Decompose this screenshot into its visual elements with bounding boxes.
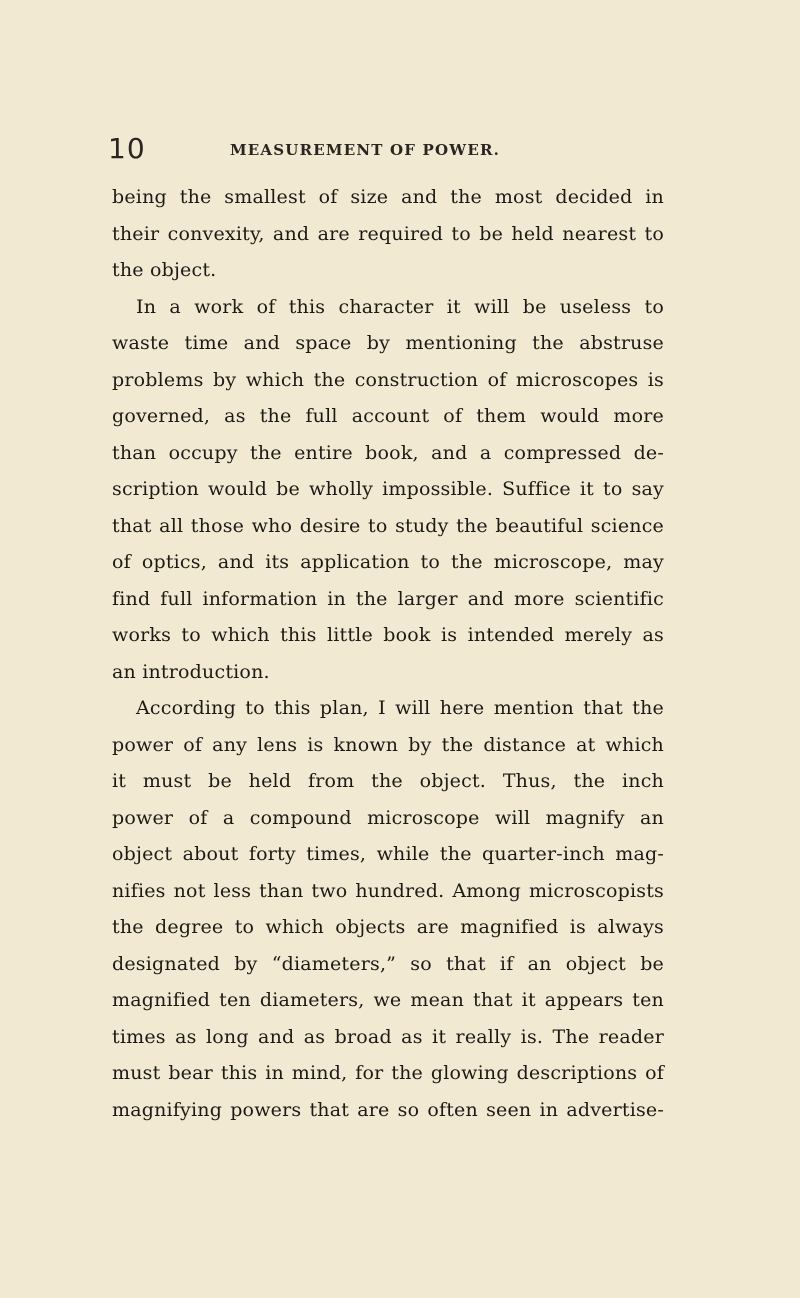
body-text <box>112 179 664 1128</box>
text-line: the object. <box>112 259 217 281</box>
text-line: times as long and as broad as it really is. The reader <box>112 1025 664 1048</box>
text-line: it must be held from the object. Thus, the inch <box>112 770 664 792</box>
text-line: being the smallest of size and the most decided in <box>112 186 664 208</box>
text-line: their convexity, and are required to be held nearest to <box>112 222 664 245</box>
text-line: find full information in the larger and more scientific <box>112 587 664 610</box>
text-line: governed, as the full account of them would more <box>112 405 664 427</box>
text-line: than occupy the entire book, and a compressed de- <box>112 441 664 464</box>
text-line: magnified ten diameters, we mean that it appears ten <box>112 989 664 1011</box>
text-line: waste time and space by mentioning the abstruse <box>112 332 664 354</box>
text-line: power of any lens is known by the distance at which <box>112 733 664 756</box>
text-line: problems by which the construction of microscopes is <box>112 368 664 391</box>
text-line: object about forty times, while the quarter-inch mag- <box>112 843 664 865</box>
text-line: must bear this in mind, for the glowing descriptions of <box>112 1062 664 1084</box>
page-header <box>108 132 688 172</box>
text-line: In a work of this character it will be useless to <box>136 295 664 318</box>
text-line: of optics, and its application to the microscope, may <box>112 551 664 573</box>
page-number: 10 <box>108 132 146 165</box>
text-line: power of a compound microscope will magnify an <box>112 806 664 829</box>
text-line: designated by “diameters,” so that if an object be <box>112 952 664 975</box>
text-line: works to which this little book is intended merely as <box>112 624 664 646</box>
text-line: According to this plan, I will here mention that the <box>136 697 664 719</box>
text-line: an introduction. <box>112 660 270 683</box>
text-line: nifies not less than two hundred. Among microscopists <box>112 879 664 902</box>
running-head: MEASUREMENT OF POWER. <box>230 141 501 159</box>
text-line: scription would be wholly impossible. Suffice it to say <box>112 478 664 500</box>
text-line: that all those who desire to study the beautiful science <box>112 514 664 537</box>
text-line: the degree to which objects are magnified is always <box>112 916 664 938</box>
text-line: magnifying powers that are so often seen in advertise- <box>112 1098 664 1121</box>
